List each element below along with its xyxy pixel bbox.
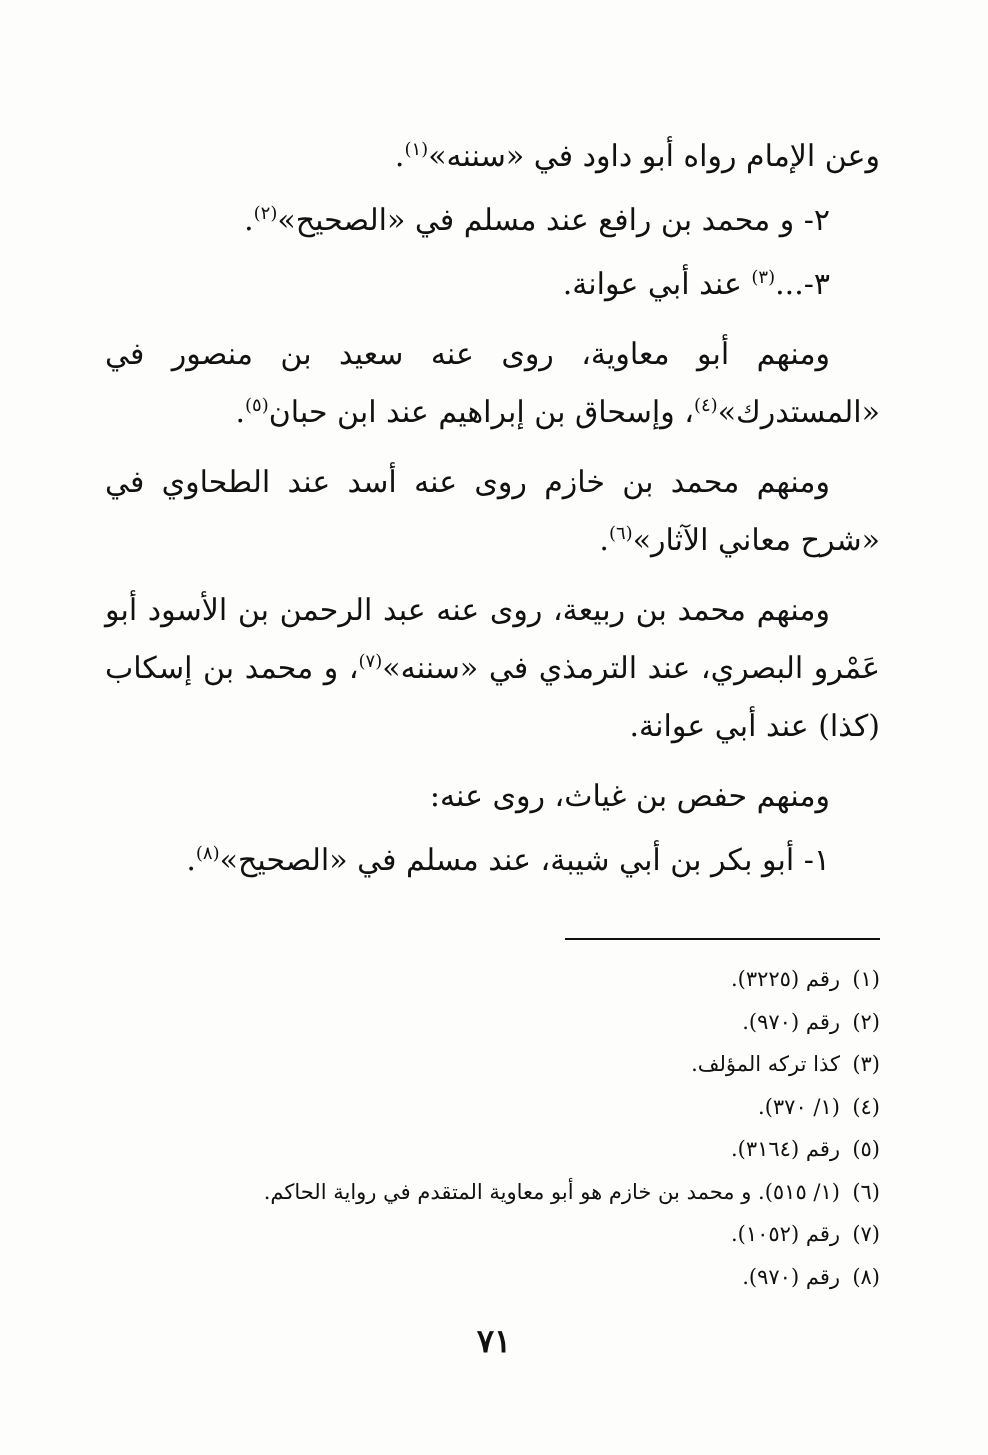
paragraph-5 <box>105 454 880 570</box>
paragraph-4 <box>105 326 880 442</box>
paragraph-end: . <box>244 203 254 238</box>
footnote-item <box>105 1171 880 1214</box>
footnote-item <box>105 1086 880 1129</box>
footnote-item <box>105 1213 880 1256</box>
footnote-number: (٦) <box>852 1179 880 1204</box>
footnote-ref-4: (٤) <box>693 395 718 416</box>
footnotes-list <box>105 958 880 1298</box>
footnote-ref-7: (٧) <box>358 651 383 672</box>
footnote-number: (٣) <box>852 1052 880 1076</box>
paragraph-text: ومنهم حفص بن غياث، روى عنه: <box>429 779 830 814</box>
list-item-8 <box>105 832 880 890</box>
paragraph-end: . <box>394 139 405 174</box>
footnote-text: رقم (٩٧٠). <box>742 1009 840 1034</box>
footnote-item <box>105 1001 880 1044</box>
page-number: ٧١ <box>476 1322 512 1360</box>
paragraph-text: وعن الإمام رواه أبو داود في «سننه» <box>428 139 880 174</box>
list-item-2 <box>105 192 880 250</box>
footnote-item <box>105 1128 880 1171</box>
paragraph-text: ومنهم محمد بن ربيعة، روى عنه عبد الرحمن بن الأسود أبو عَمْرو البصري، عند الترمذي في «سننه» <box>105 593 881 686</box>
footnote-ref-2: (٢) <box>253 203 278 224</box>
footnote-text: رقم (٣١٦٤). <box>730 1137 840 1161</box>
paragraph-end: . <box>235 395 245 430</box>
footnote-ref-3: (٣) <box>751 267 776 288</box>
paragraph-text: ١- أبو بكر بن أبي شيبة، عند مسلم في «الصحيح» <box>219 843 830 878</box>
footnote-text: كذا تركه المؤلف. <box>691 1052 840 1076</box>
paragraph-6 <box>105 582 880 756</box>
footnote-text: (١/ ٥١٥). و محمد بن خازم هو أبو معاوية المتقدم في رواية الحاكم. <box>263 1179 840 1204</box>
paragraph-end: . <box>186 843 196 878</box>
footnote-text: رقم (٩٧٠). <box>742 1264 840 1289</box>
paragraph-1 <box>105 128 880 186</box>
footnote-number: (٧) <box>852 1222 880 1246</box>
main-text <box>105 128 880 896</box>
paragraph-text: ومنهم أبو معاوية، روى عنه سعيد بن منصور في «المستدرك» <box>105 337 880 430</box>
footnote-item <box>105 1043 880 1086</box>
footnote-ref-8: (٨) <box>195 843 220 864</box>
footnote-number: (٢) <box>852 1009 880 1034</box>
paragraph-end: ، و محمد بن إسكاب (كذا) عند أبي عوانة. <box>105 651 880 744</box>
footnote-number: (٤) <box>852 1094 880 1119</box>
footnote-number: (١) <box>852 967 880 991</box>
footnote-text: رقم (١٠٥٢). <box>730 1222 840 1246</box>
footnote-text: (١/ ٣٧٠). <box>758 1094 840 1119</box>
footnote-number: (٥) <box>852 1137 880 1161</box>
paragraph-text: ٢- و محمد بن رافع عند مسلم في «الصحيح» <box>277 203 830 238</box>
paragraph-prefix: ٣-... <box>775 267 830 302</box>
footnote-ref-6: (٦) <box>608 523 633 544</box>
paragraph-end: . <box>599 523 609 558</box>
footnote-text: رقم (٣٢٢٥). <box>730 967 840 991</box>
paragraph-text: عند أبي عوانة. <box>562 267 752 302</box>
footnote-item <box>105 958 880 1001</box>
paragraph-text: ومنهم محمد بن خازم روى عنه أسد عند الطحاوي في «شرح معاني الآثار» <box>105 465 880 558</box>
footnote-number: (٨) <box>852 1264 880 1289</box>
list-item-3 <box>105 256 880 314</box>
footnote-separator <box>565 938 880 940</box>
paragraph-7 <box>105 768 880 826</box>
footnote-ref-1: (١) <box>404 139 429 160</box>
paragraph-middle: ، وإسحاق بن إبراهيم عند ابن حبان <box>268 395 694 430</box>
footnote-ref-5: (٥) <box>244 395 269 416</box>
footnote-item <box>105 1256 880 1299</box>
